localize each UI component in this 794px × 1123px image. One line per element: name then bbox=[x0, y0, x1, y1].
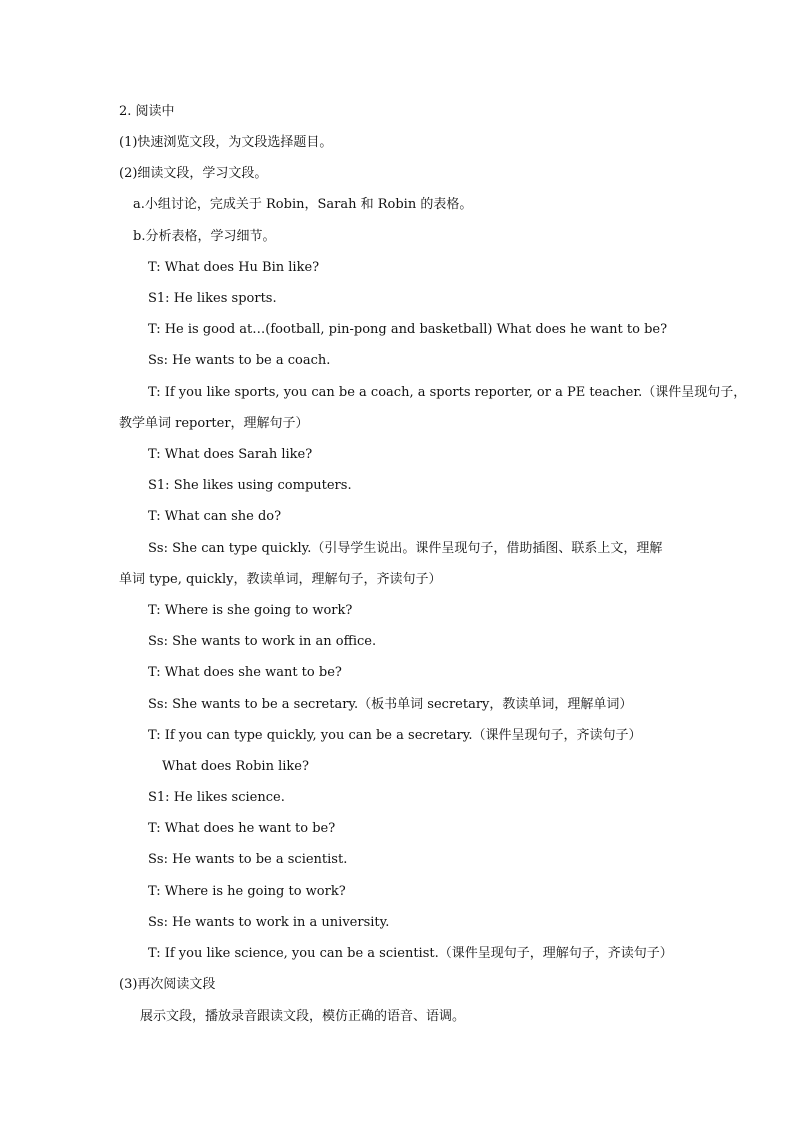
dialogue-line: S1: She likes using computers. bbox=[148, 478, 352, 493]
step-1: (1)快速浏览文段，为文段选择题目。 bbox=[119, 135, 333, 150]
dialogue-line: What does Robin like? bbox=[162, 759, 309, 774]
dialogue-line: S1: He likes science. bbox=[148, 790, 285, 805]
section-heading: 2. 阅读中 bbox=[119, 104, 175, 119]
dialogue-line: T: If you like sports, you can be a coach, a sports reporter, or a PE teacher.（课件呈现句子， bbox=[148, 385, 747, 400]
dialogue-line: T: Where is he going to work? bbox=[148, 884, 346, 899]
dialogue-line: T: What does Sarah like? bbox=[148, 447, 313, 462]
dialogue-line: Ss: He wants to work in a university. bbox=[148, 915, 390, 930]
dialogue-line: T: What does she want to be? bbox=[148, 665, 342, 680]
dialogue-line: T: What does he want to be? bbox=[148, 821, 336, 836]
dialogue-line: S1: He likes sports. bbox=[148, 291, 277, 306]
dialogue-line: Ss: She wants to be a secretary.（板书单词 secretary，教读单词，理解单词） bbox=[148, 697, 633, 712]
dialogue-continuation: 教学单词 reporter，理解句子） bbox=[119, 416, 309, 431]
dialogue-line: T: He is good at…(football, pin-pong and basketball) What does he want to be? bbox=[148, 322, 668, 337]
dialogue-line: T: If you can type quickly, you can be a secretary.（课件呈现句子，齐读句子） bbox=[148, 728, 642, 743]
step-3: (3)再次阅读文段 bbox=[119, 977, 216, 992]
step-2a: a.小组讨论，完成关于 Robin，Sarah 和 Robin 的表格。 bbox=[133, 197, 473, 212]
dialogue-line: T: What can she do? bbox=[148, 509, 282, 524]
dialogue-line: T: What does Hu Bin like? bbox=[148, 260, 320, 275]
dialogue-line: Ss: She wants to work in an office. bbox=[148, 634, 377, 649]
dialogue-line: T: Where is she going to work? bbox=[148, 603, 353, 618]
dialogue-line: T: If you like science, you can be a scientist.（课件呈现句子，理解句子，齐读句子） bbox=[148, 946, 673, 961]
step-2: (2)细读文段，学习文段。 bbox=[119, 166, 268, 181]
dialogue-line: Ss: She can type quickly.（引导学生说出。课件呈现句子，借助插图、联系上文，理解 bbox=[148, 541, 663, 556]
step-3-detail: 展示文段，播放录音跟读文段，模仿正确的语音、语调。 bbox=[140, 1009, 466, 1024]
step-2b: b.分析表格，学习细节。 bbox=[133, 229, 276, 244]
dialogue-continuation: 单词 type, quickly，教读单词，理解句子，齐读句子） bbox=[119, 572, 442, 587]
dialogue-line: Ss: He wants to be a scientist. bbox=[148, 852, 348, 867]
dialogue-line: Ss: He wants to be a coach. bbox=[148, 353, 331, 368]
